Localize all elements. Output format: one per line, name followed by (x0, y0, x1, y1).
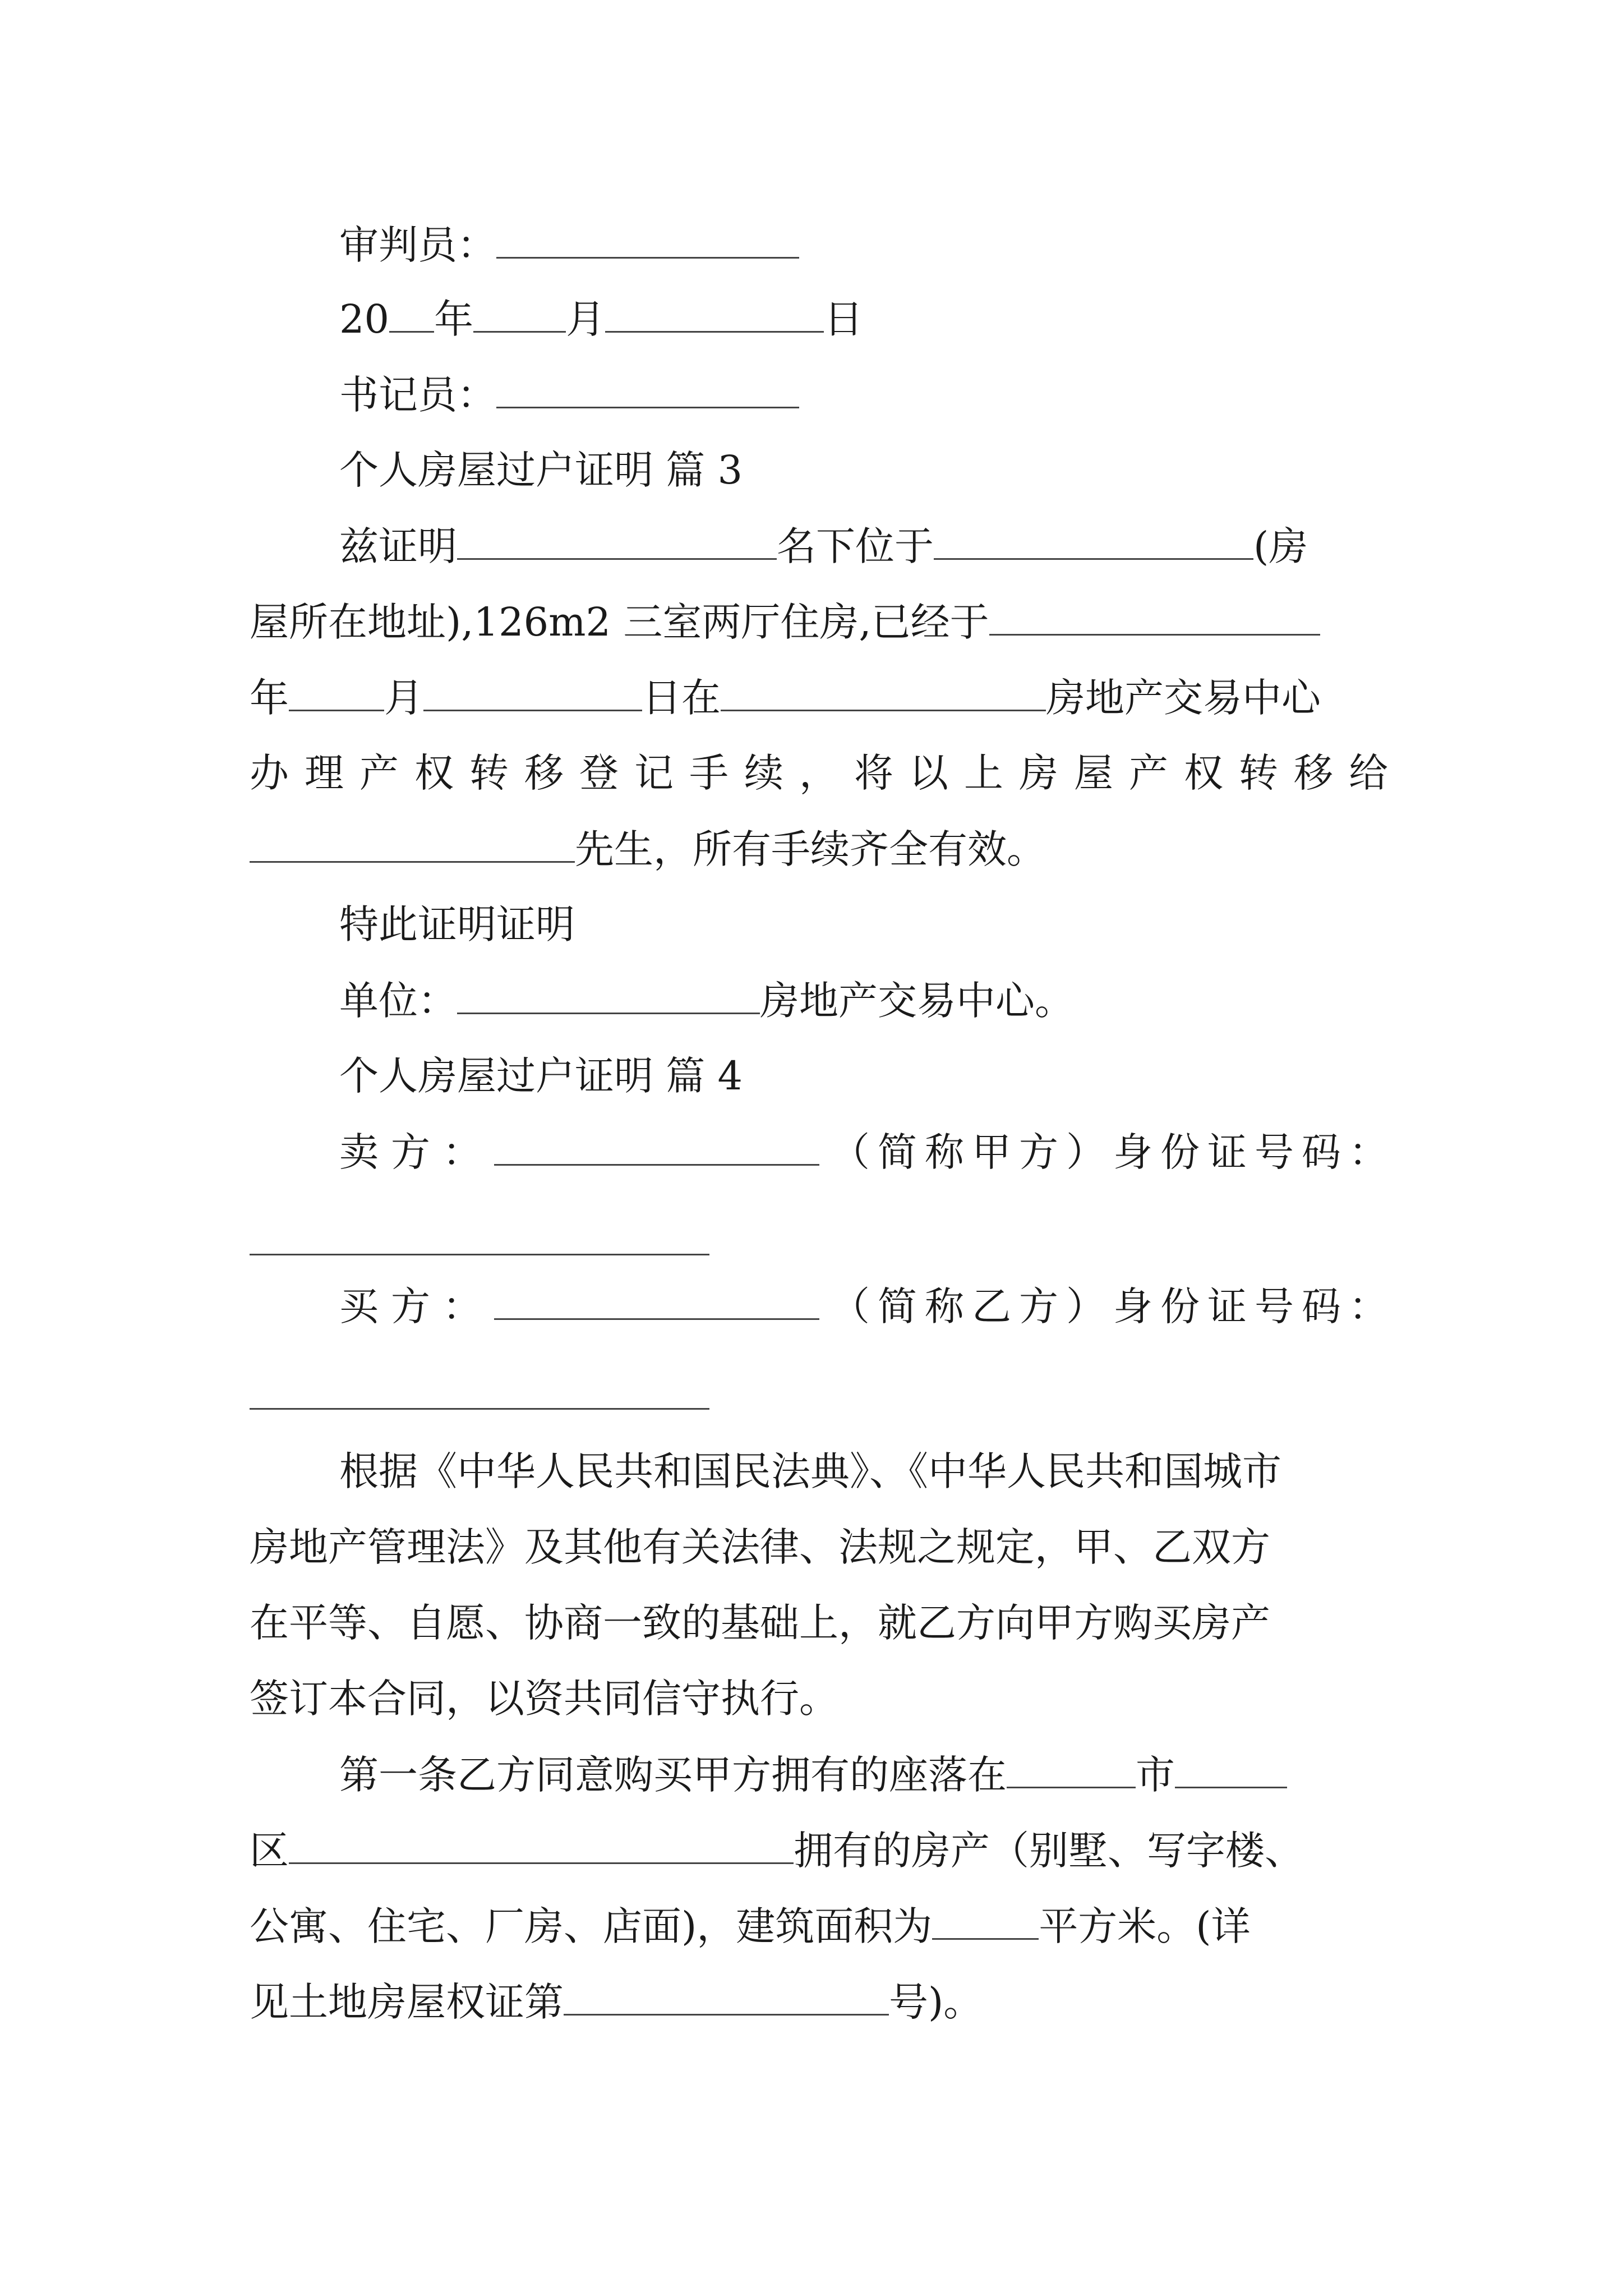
center-blank (721, 670, 1046, 711)
art1-text: 拥有的房产（别墅、写字楼、 (794, 1828, 1304, 1874)
char: 给 (1349, 750, 1388, 796)
clerk-blank (496, 367, 799, 408)
char: 身 (1113, 1129, 1152, 1175)
char: 乙 (972, 1283, 1011, 1329)
char: 证 (1207, 1129, 1247, 1175)
law-line1: 根据《中华人民共和国民法典》、《中华人民共和国城市 (339, 1448, 1281, 1494)
address-blank (289, 1823, 794, 1864)
char: ） (1066, 1129, 1105, 1175)
char: 号 (1255, 1283, 1294, 1329)
char: 转 (469, 750, 509, 796)
char: ： (1349, 1283, 1388, 1329)
char: ： (1349, 1129, 1388, 1175)
p3-line5 (250, 822, 1388, 876)
p3-text: 先生，所有手续齐全有效。 (575, 826, 1046, 872)
char: 房 (1019, 750, 1058, 796)
recipient-blank (250, 822, 575, 863)
char: 简 (878, 1283, 917, 1329)
char: 权 (414, 750, 454, 796)
art1-text: 号)。 (889, 1979, 983, 2025)
p3-text: 日在 (642, 675, 721, 721)
char: 码 (1302, 1129, 1341, 1175)
p3-text: (房 (1253, 523, 1308, 569)
month-label: 月 (566, 296, 606, 342)
art1-text: 区 (250, 1828, 289, 1874)
name-blank (457, 519, 777, 560)
char: 身 (1113, 1283, 1152, 1329)
p3-text: 房地产交易中心 (1046, 675, 1321, 721)
char: 码 (1302, 1283, 1341, 1329)
char: 屋 (1074, 750, 1113, 796)
law-line2: 房地产管理法》及其他有关法律、法规之规定，甲、乙双方 (250, 1524, 1270, 1570)
p3-text: 名下位于 (777, 523, 934, 569)
art1-line3 (250, 1899, 1388, 1953)
art1-text: 平方米。(详 (1039, 1903, 1251, 1949)
char: 方 (1019, 1283, 1058, 1329)
year-label: 年 (434, 296, 474, 342)
p3-line3 (250, 670, 1388, 724)
char: （ (831, 1283, 870, 1329)
char: 将 (854, 750, 893, 796)
art1-line2 (250, 1823, 1388, 1877)
char: ） (1066, 1283, 1105, 1329)
p3-line1 (250, 519, 1388, 573)
art1-text: 市 (1136, 1752, 1175, 1798)
char: 简 (878, 1129, 917, 1175)
area-blank (932, 1899, 1039, 1940)
char: 称 (925, 1283, 964, 1329)
unit-tail: 房地产交易中心。 (760, 978, 1074, 1024)
art1-line1 (250, 1747, 1388, 1801)
char: 称 (925, 1129, 964, 1175)
heading-4: 个人房屋过户证明 篇 4 (339, 1053, 743, 1099)
char: 转 (1239, 750, 1278, 796)
char: 手 (689, 750, 728, 796)
char: 移 (1294, 750, 1333, 796)
unit-label: 单位： (339, 978, 457, 1024)
day-blank-2 (423, 670, 642, 711)
city-blank (1007, 1747, 1136, 1788)
month-blank (473, 292, 566, 333)
buyer-line (250, 1279, 1388, 1333)
date-blank (989, 595, 1320, 636)
day-blank (605, 292, 824, 333)
p3-text: 年 (250, 675, 289, 721)
clerk-line (250, 367, 1388, 421)
buyer-id-blank (250, 1408, 709, 1410)
seller-id-blank (250, 1254, 709, 1255)
seller-line (250, 1125, 1388, 1179)
judge-line (250, 218, 1388, 272)
judge-blank (496, 218, 799, 259)
char: 续 (744, 750, 783, 796)
char: 移 (524, 750, 564, 796)
char: 以 (909, 750, 948, 796)
art1-text: 第一条乙方同意购买甲方拥有的座落在 (339, 1752, 1007, 1798)
p3-text: 月 (384, 675, 423, 721)
unit-line (250, 973, 1388, 1027)
char: 理 (305, 750, 344, 796)
day-label: 日 (824, 296, 864, 342)
char: 权 (1184, 750, 1223, 796)
char: 份 (1160, 1129, 1200, 1175)
char: 产 (1129, 750, 1168, 796)
art1-text: 公寓、住宅、厂房、店面)，建筑面积为 (250, 1903, 933, 1949)
law-line4: 签订本合同，以资共同信守执行。 (250, 1676, 838, 1722)
char: 号 (1255, 1129, 1294, 1175)
char: 记 (634, 750, 674, 796)
unit-blank (457, 973, 760, 1014)
p3-line2 (250, 595, 1388, 648)
month-blank-2 (289, 670, 384, 711)
special-line: 特此证明证明 (339, 901, 575, 947)
seller-tail (831, 1125, 1388, 1179)
date-line (250, 292, 1388, 346)
seller-label: 卖方： (339, 1129, 494, 1175)
heading-3: 个人房屋过户证明 篇 3 (339, 447, 743, 493)
char: （ (831, 1129, 870, 1175)
char: 方 (1019, 1129, 1058, 1175)
judge-label: 审判员： (339, 222, 496, 268)
seller-blank (494, 1125, 819, 1166)
p3-text: 兹证明 (339, 523, 457, 569)
p3-text: 屋所在地址),126m2 三室两厅住房,已经于 (250, 599, 989, 645)
certificate-blank (564, 1975, 889, 2016)
char: ， (799, 750, 838, 796)
location-blank (934, 519, 1253, 560)
art1-line4 (250, 1975, 1388, 2028)
char: 登 (579, 750, 619, 796)
clerk-label: 书记员： (339, 372, 496, 418)
char: 产 (359, 750, 399, 796)
district-blank (1175, 1747, 1287, 1788)
char: 办 (250, 750, 289, 796)
char: 份 (1160, 1283, 1200, 1329)
buyer-tail (831, 1280, 1388, 1333)
date-20: 20 (339, 296, 390, 342)
p3-line4 (250, 746, 1388, 800)
buyer-blank (494, 1279, 819, 1320)
char: 上 (964, 750, 1003, 796)
year-blank (389, 292, 434, 333)
char: 甲 (972, 1129, 1011, 1175)
buyer-label: 买方： (339, 1283, 494, 1329)
char: 证 (1207, 1283, 1247, 1329)
art1-text: 见土地房屋权证第 (250, 1979, 564, 2025)
law-line3: 在平等、自愿、协商一致的基础上，就乙方向甲方购买房产 (250, 1600, 1270, 1646)
